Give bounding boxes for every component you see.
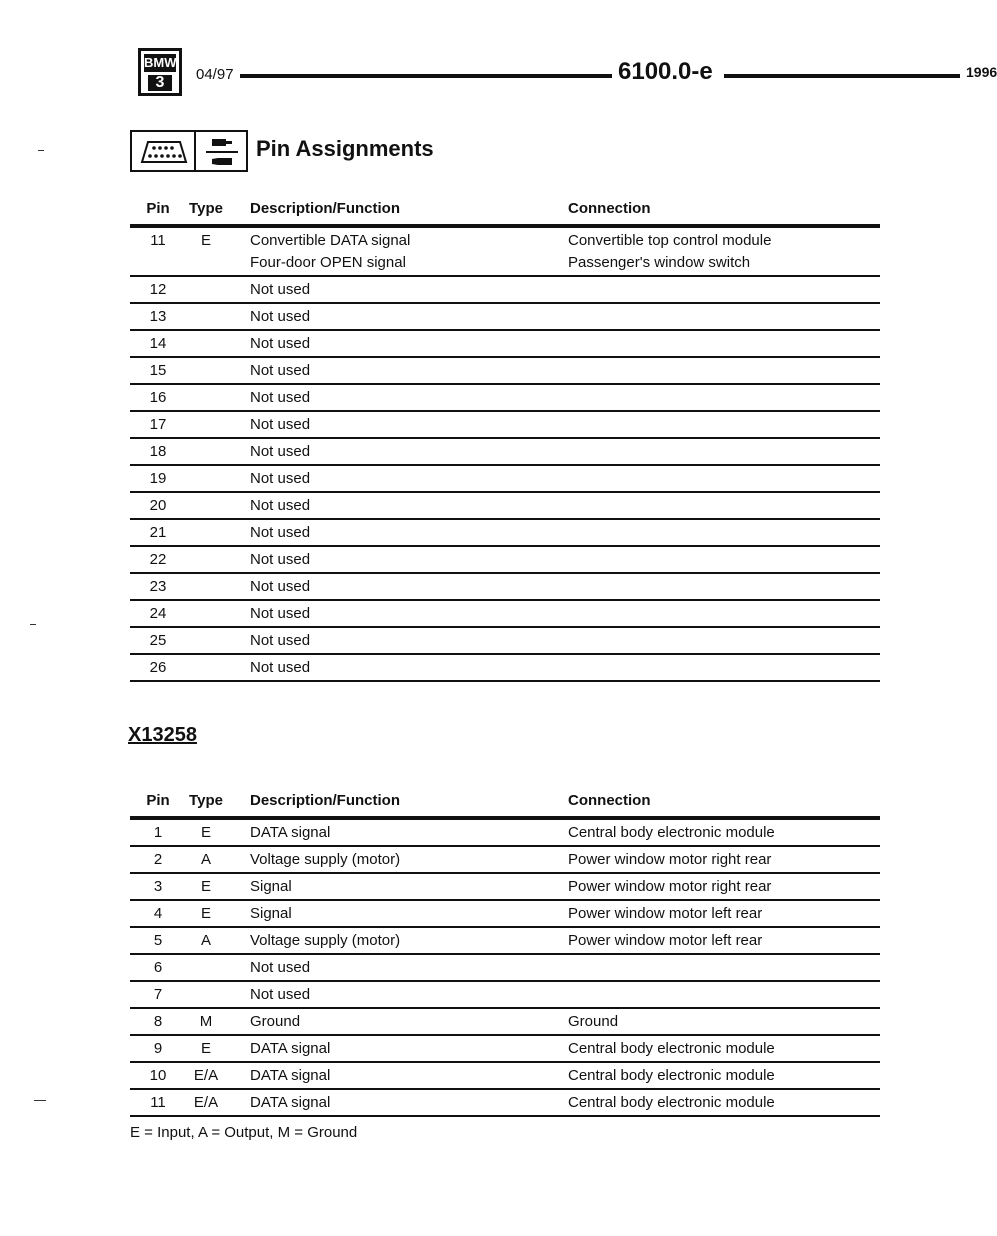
cell-connection: Convertible top control module bbox=[568, 232, 772, 249]
cell-connection: Power window motor right rear bbox=[568, 851, 772, 868]
cell-description: Signal bbox=[250, 878, 292, 895]
table-row bbox=[130, 628, 880, 655]
cell-description: Not used bbox=[250, 443, 311, 460]
cell-description: Not used bbox=[250, 497, 311, 514]
cell-description: DATA signal bbox=[250, 1067, 331, 1084]
cell-pin: 23 bbox=[149, 578, 167, 595]
cell-type: E bbox=[200, 1040, 211, 1057]
header-date: 04/97 bbox=[196, 66, 234, 83]
cell-type: E bbox=[200, 905, 211, 922]
cell-connection: Power window motor left rear bbox=[568, 905, 763, 922]
header-rule-left bbox=[240, 74, 612, 78]
cell-description: Not used bbox=[250, 986, 311, 1003]
cell-description: Not used bbox=[250, 389, 311, 406]
pin-table-2 bbox=[130, 792, 880, 1117]
pin-plug-icon bbox=[196, 130, 248, 172]
cell-pin: 10 bbox=[149, 1067, 167, 1084]
cell-pin: 18 bbox=[149, 443, 167, 460]
connector-icon bbox=[130, 130, 196, 172]
cell-pin: 2 bbox=[153, 851, 163, 868]
table-row bbox=[130, 493, 880, 520]
header-pin: Pin bbox=[146, 200, 170, 217]
cell-pin: 1 bbox=[153, 824, 163, 841]
scan-mark bbox=[38, 150, 44, 151]
cell-pin: 16 bbox=[149, 389, 167, 406]
cell-pin: 13 bbox=[149, 308, 167, 325]
cell-type: E/A bbox=[193, 1094, 219, 1111]
cell-type: E/A bbox=[193, 1067, 219, 1084]
header-type: Type bbox=[189, 200, 223, 217]
table-row bbox=[130, 304, 880, 331]
table-row bbox=[130, 655, 880, 682]
table-row bbox=[130, 847, 880, 874]
cell-description: Not used bbox=[250, 959, 311, 976]
cell-type: A bbox=[200, 851, 211, 868]
table-row bbox=[130, 412, 880, 439]
cell-pin: 3 bbox=[153, 878, 163, 895]
table-header bbox=[130, 200, 880, 220]
cell-description: Not used bbox=[250, 362, 311, 379]
cell-description: Not used bbox=[250, 605, 311, 622]
cell-connection: Power window motor right rear bbox=[568, 878, 772, 895]
cell-description: Signal bbox=[250, 905, 292, 922]
section-title: Pin Assignments bbox=[256, 136, 434, 161]
cell-description: Not used bbox=[250, 470, 311, 487]
cell-connection: Central body electronic module bbox=[568, 824, 775, 841]
cell-type: E bbox=[200, 878, 211, 895]
cell-pin: 24 bbox=[149, 605, 167, 622]
cell-connection: Ground bbox=[568, 1013, 619, 1030]
table-row bbox=[130, 228, 880, 277]
cell-description: Not used bbox=[250, 335, 311, 352]
model-year: 1996 bbox=[966, 64, 997, 80]
table-row bbox=[130, 874, 880, 901]
cell-pin: 15 bbox=[149, 362, 167, 379]
header-description: Description/Function bbox=[250, 792, 400, 809]
cell-pin: 7 bbox=[153, 986, 163, 1003]
cell-description: DATA signal bbox=[250, 1040, 331, 1057]
cell-pin: 9 bbox=[153, 1040, 163, 1057]
cell-description: Not used bbox=[250, 551, 311, 568]
table-row bbox=[130, 820, 880, 847]
table-row bbox=[130, 277, 880, 304]
cell-description: Not used bbox=[250, 632, 311, 649]
cell-pin: 25 bbox=[149, 632, 167, 649]
table-row bbox=[130, 1036, 880, 1063]
page-header bbox=[138, 48, 997, 98]
cell-type: M bbox=[199, 1013, 213, 1030]
table-body bbox=[130, 228, 880, 682]
cell-connection: Power window motor left rear bbox=[568, 932, 763, 949]
cell-description: Not used bbox=[250, 524, 311, 541]
bmw-3-series-logo bbox=[138, 48, 182, 96]
legend-footnote: E = Input, A = Output, M = Ground bbox=[130, 1124, 358, 1141]
cell-connection: Central body electronic module bbox=[568, 1067, 775, 1084]
table-row bbox=[130, 1090, 880, 1117]
cell-pin: 11 bbox=[150, 1094, 166, 1111]
cell-pin: 26 bbox=[149, 659, 167, 676]
table-row bbox=[130, 901, 880, 928]
cell-type: E bbox=[200, 824, 211, 841]
cell-pin: 6 bbox=[153, 959, 163, 976]
cell-pin: 20 bbox=[149, 497, 167, 514]
logo-brand: BMW bbox=[144, 55, 177, 70]
table-row bbox=[130, 982, 880, 1009]
cell-pin: 8 bbox=[153, 1013, 163, 1030]
cell-description: Convertible DATA signal bbox=[250, 232, 411, 249]
cell-pin: 4 bbox=[153, 905, 163, 922]
header-type: Type bbox=[189, 792, 223, 809]
cell-pin: 14 bbox=[149, 335, 167, 352]
header-connection: Connection bbox=[568, 200, 651, 217]
cell-description: Not used bbox=[250, 659, 311, 676]
cell-type: E bbox=[200, 232, 211, 249]
table-row bbox=[130, 547, 880, 574]
cell-pin: 17 bbox=[149, 416, 167, 433]
scan-mark bbox=[30, 624, 36, 625]
table-row bbox=[130, 1009, 880, 1036]
cell-pin: 19 bbox=[149, 470, 167, 487]
cell-pin: 11 bbox=[150, 232, 166, 249]
document-code: 6100.0-e bbox=[618, 58, 713, 85]
cell-description: Not used bbox=[250, 308, 311, 325]
cell-description: Not used bbox=[250, 281, 311, 298]
pin-table-1 bbox=[130, 200, 880, 682]
table-row bbox=[130, 928, 880, 955]
cell-pin: 21 bbox=[149, 524, 167, 541]
cell-description: Not used bbox=[250, 416, 311, 433]
cell-description: Not used bbox=[250, 578, 311, 595]
table-row bbox=[130, 331, 880, 358]
scan-mark bbox=[34, 1100, 46, 1101]
table-row bbox=[130, 574, 880, 601]
cell-pin: 5 bbox=[153, 932, 163, 949]
table-row bbox=[130, 601, 880, 628]
table-row bbox=[130, 520, 880, 547]
table-row bbox=[130, 955, 880, 982]
cell-description: DATA signal bbox=[250, 824, 331, 841]
header-pin: Pin bbox=[146, 792, 170, 809]
cell-description: Voltage supply (motor) bbox=[250, 932, 401, 949]
header-rule-right bbox=[724, 74, 960, 78]
cell-connection: Central body electronic module bbox=[568, 1040, 775, 1057]
connector-id: X13258 bbox=[128, 724, 197, 746]
table-row bbox=[130, 385, 880, 412]
cell-pin: 12 bbox=[149, 281, 167, 298]
logo-series: 3 bbox=[148, 75, 172, 91]
cell-type: A bbox=[200, 932, 211, 949]
cell-pin: 22 bbox=[149, 551, 167, 568]
cell-description: Ground bbox=[250, 1013, 301, 1030]
cell-description-line2: Four-door OPEN signal bbox=[250, 254, 406, 271]
table-header bbox=[130, 792, 880, 812]
cell-connection-line2: Passenger's window switch bbox=[568, 254, 751, 271]
cell-description: DATA signal bbox=[250, 1094, 331, 1111]
table-body bbox=[130, 820, 880, 1117]
table-row bbox=[130, 1063, 880, 1090]
table-row bbox=[130, 358, 880, 385]
cell-connection: Central body electronic module bbox=[568, 1094, 775, 1111]
cell-description: Voltage supply (motor) bbox=[250, 851, 401, 868]
header-description: Description/Function bbox=[250, 200, 400, 217]
table-row bbox=[130, 466, 880, 493]
header-connection: Connection bbox=[568, 792, 651, 809]
table-row bbox=[130, 439, 880, 466]
